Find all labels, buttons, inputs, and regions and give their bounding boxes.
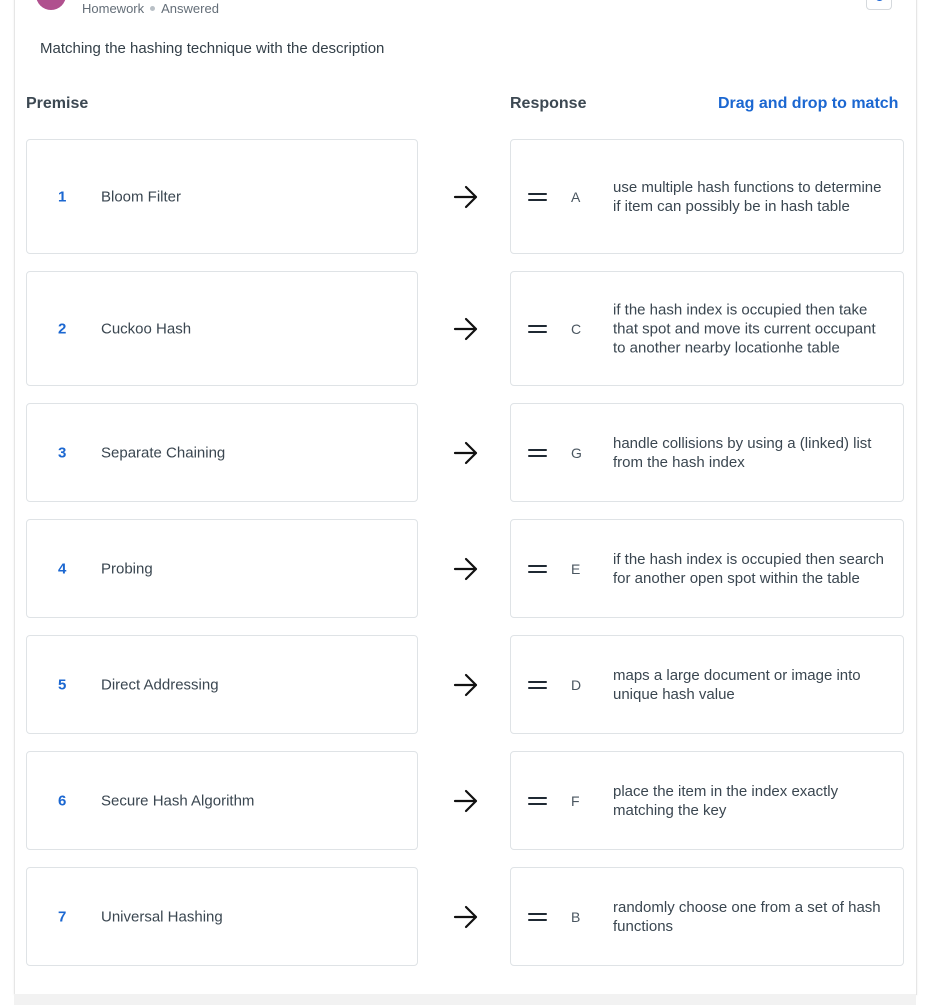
response-letter: E	[571, 560, 581, 577]
arrow-right-icon	[451, 902, 481, 932]
drag-handle-icon[interactable]	[528, 448, 547, 458]
response-text: use multiple hash functions to determine if item can possibly be in hash table	[613, 178, 882, 215]
footer-strip	[14, 994, 916, 1005]
response-box[interactable]	[510, 867, 904, 966]
arrow-right-icon	[451, 786, 481, 816]
response-letter: G	[571, 444, 582, 461]
drag-handle-icon[interactable]	[528, 796, 547, 806]
drag-handle-icon[interactable]	[528, 912, 547, 922]
match-row	[26, 271, 904, 386]
match-row	[26, 519, 904, 618]
arrow-right-icon	[451, 438, 481, 468]
separator-dot	[150, 6, 155, 11]
arrow-right-icon	[451, 314, 481, 344]
drag-handle-icon[interactable]	[528, 564, 547, 574]
premise-text: Separate Chaining	[101, 444, 226, 461]
response-box[interactable]	[510, 403, 904, 502]
premise-box	[26, 635, 418, 734]
premise-number: 4	[58, 560, 67, 577]
response-letter: C	[571, 320, 582, 337]
response-text: if the hash index is occupied then take that spot and move its current occupant to another nearby locationhe table	[613, 301, 876, 356]
premise-box	[26, 403, 418, 502]
response-box[interactable]	[510, 139, 904, 254]
arrow-right-icon	[451, 554, 481, 584]
response-text: handle collisions by using a (linked) list from the hash index	[613, 434, 872, 471]
response-box[interactable]	[510, 271, 904, 386]
flag-button[interactable]	[866, 0, 892, 10]
flag-icon	[875, 0, 884, 1]
response-header: Response	[510, 95, 587, 112]
premise-number: 5	[58, 676, 67, 693]
premise-number: 3	[58, 444, 67, 461]
premise-number: 2	[58, 320, 67, 337]
response-text: maps a large document or image into unique hash value	[613, 666, 861, 703]
response-box[interactable]	[510, 751, 904, 850]
premise-box	[26, 271, 418, 386]
question-meta	[82, 1, 219, 16]
response-text: randomly choose one from a set of hash functions	[613, 898, 881, 935]
match-row	[26, 403, 904, 502]
question-text: Matching the hashing technique with the description	[40, 40, 385, 57]
premise-header: Premise	[26, 95, 89, 112]
premise-box	[26, 867, 418, 966]
category-label: Homework	[82, 1, 145, 16]
match-row	[26, 139, 904, 254]
response-letter: D	[571, 676, 582, 693]
response-letter: B	[571, 908, 581, 925]
drag-handle-icon[interactable]	[528, 324, 547, 334]
match-row	[26, 751, 904, 850]
response-box[interactable]	[510, 635, 904, 734]
premise-text: Cuckoo Hash	[101, 320, 192, 337]
match-row	[26, 867, 904, 966]
drag-handle-icon[interactable]	[528, 680, 547, 690]
premise-box	[26, 519, 418, 618]
response-text: place the item in the index exactly matching the key	[613, 782, 839, 819]
response-letter: A	[571, 188, 581, 205]
premise-number: 7	[58, 908, 67, 925]
premise-text: Bloom Filter	[101, 188, 182, 205]
drag-handle-icon[interactable]	[528, 192, 547, 202]
premise-number: 6	[58, 792, 67, 809]
premise-text: Secure Hash Algorithm	[101, 792, 255, 809]
arrow-right-icon	[451, 670, 481, 700]
status-label: Answered	[161, 1, 219, 16]
premise-box	[26, 751, 418, 850]
premise-number: 1	[58, 188, 67, 205]
response-text: if the hash index is occupied then search for another open spot within the table	[613, 550, 885, 587]
premise-text: Universal Hashing	[101, 908, 223, 925]
arrow-right-icon	[451, 182, 481, 212]
response-box[interactable]	[510, 519, 904, 618]
premise-text: Direct Addressing	[101, 676, 219, 693]
drag-drop-instruction: Drag and drop to match	[718, 95, 899, 112]
premise-box	[26, 139, 418, 254]
response-letter: F	[571, 792, 580, 809]
match-row	[26, 635, 904, 734]
premise-text: Probing	[101, 560, 153, 577]
